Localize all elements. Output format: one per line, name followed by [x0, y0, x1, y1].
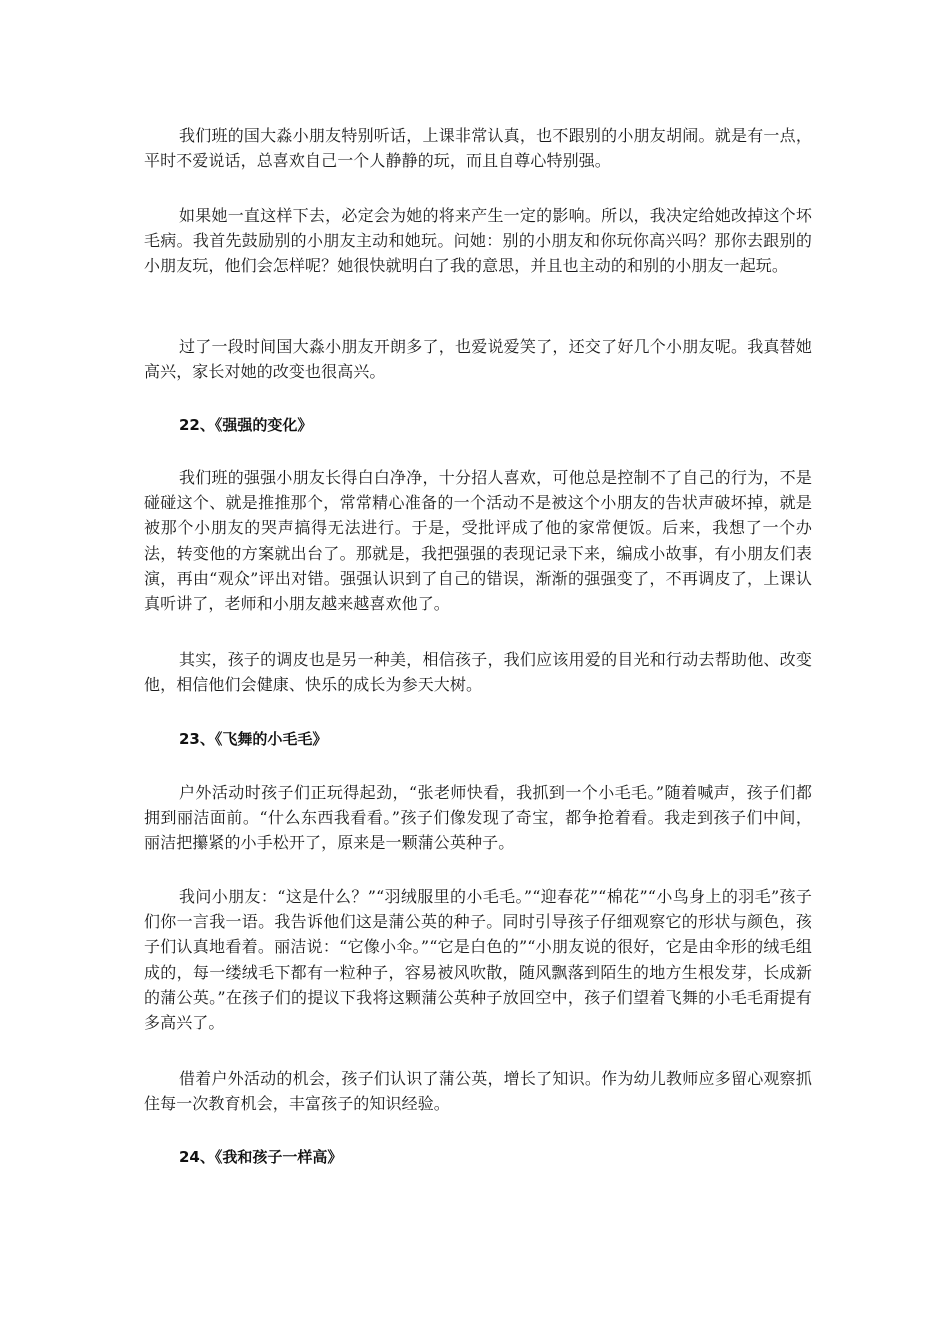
section-heading-24	[144, 1146, 812, 1168]
paragraph-6	[144, 780, 812, 856]
section-heading-23	[144, 728, 812, 750]
paragraph-text: 户外活动时孩子们正玩得起劲，“张老师快看，我抓到一个小毛毛。”随着喊声，孩子们都拥到丽洁面前。“什么东西我看看。”孩子们像发现了奇宝，都争抢着看。我走到孩子们中间，丽洁把攥紧的小手松开了，原来是一颗蒲公英种子。	[144, 783, 812, 853]
paragraph-7	[144, 884, 812, 1035]
paragraph-3	[144, 334, 812, 384]
paragraph-8	[144, 1066, 812, 1116]
paragraph-4	[144, 465, 812, 616]
paragraph-text: 如果她一直这样下去，必定会为她的将来产生一定的影响。所以，我决定给她改掉这个坏毛病。我首先鼓励别的小朋友主动和她玩。问她：别的小朋友和你玩你高兴吗？那你去跟别的小朋友玩，他们会怎样呢？她很快就明白了我的意思，并且也主动的和别的小朋友一起玩。	[144, 206, 812, 276]
section-title: 24、《我和孩子一样高》	[179, 1148, 343, 1166]
section-title: 22、《强强的变化》	[179, 416, 313, 434]
paragraph-5	[144, 647, 812, 697]
paragraph-text: 我问小朋友：“这是什么？”“羽绒服里的小毛毛。”“迎春花”“棉花”“小鸟身上的羽毛”孩子们你一言我一语。我告诉他们这是蒲公英的种子。同时引导孩子仔细观察它的形状与颜色，孩子们认真地看着。丽洁说：“它像小伞。”“它是白色的”“小朋友说的很好，它是由伞形的绒毛组成的，每一缕绒毛下都有一粒种子，容易被风吹散，随风飘落到陌生的地方生根发芽，长成新的蒲公英。”在孩子们的提议下我将这颗蒲公英种子放回空中，孩子们望着飞舞的小毛毛甭提有多高兴了。	[144, 887, 812, 1033]
paragraph-2	[144, 203, 812, 279]
paragraph-text: 我们班的强强小朋友长得白白净净，十分招人喜欢，可他总是控制不了自己的行为，不是碰碰这个、就是推推那个，常常精心准备的一个活动不是被这个小朋友的告状声破坏掉，就是被那个小朋友的哭声搞得无法进行。于是，受批评成了他的家常便饭。后来，我想了一个办法，转变他的方案就出台了。那就是，我把强强的表现记录下来，编成小故事，有小朋友们表演，再由“观众”评出对错。强强认识到了自己的错误，渐渐的强强变了，不再调皮了，上课认真听讲了，老师和小朋友越来越喜欢他了。	[144, 468, 812, 614]
paragraph-text: 借着户外活动的机会，孩子们认识了蒲公英，增长了知识。作为幼儿教师应多留心观察抓住每一次教育机会，丰富孩子的知识经验。	[144, 1069, 812, 1114]
paragraph-1	[144, 123, 812, 173]
paragraph-text: 我们班的国大淼小朋友特别听话，上课非常认真，也不跟别的小朋友胡闹。就是有一点，平时不爱说话，总喜欢自己一个人静静的玩，而且自尊心特别强。	[144, 126, 812, 171]
paragraph-text: 过了一段时间国大淼小朋友开朗多了，也爱说爱笑了，还交了好几个小朋友呢。我真替她高兴，家长对她的改变也很高兴。	[144, 337, 812, 382]
section-title: 23、《飞舞的小毛毛》	[179, 730, 328, 748]
section-heading-22	[144, 414, 812, 436]
paragraph-text: 其实，孩子的调皮也是另一种美，相信孩子，我们应该用爱的目光和行动去帮助他、改变他，相信他们会健康、快乐的成长为参天大树。	[144, 650, 812, 695]
